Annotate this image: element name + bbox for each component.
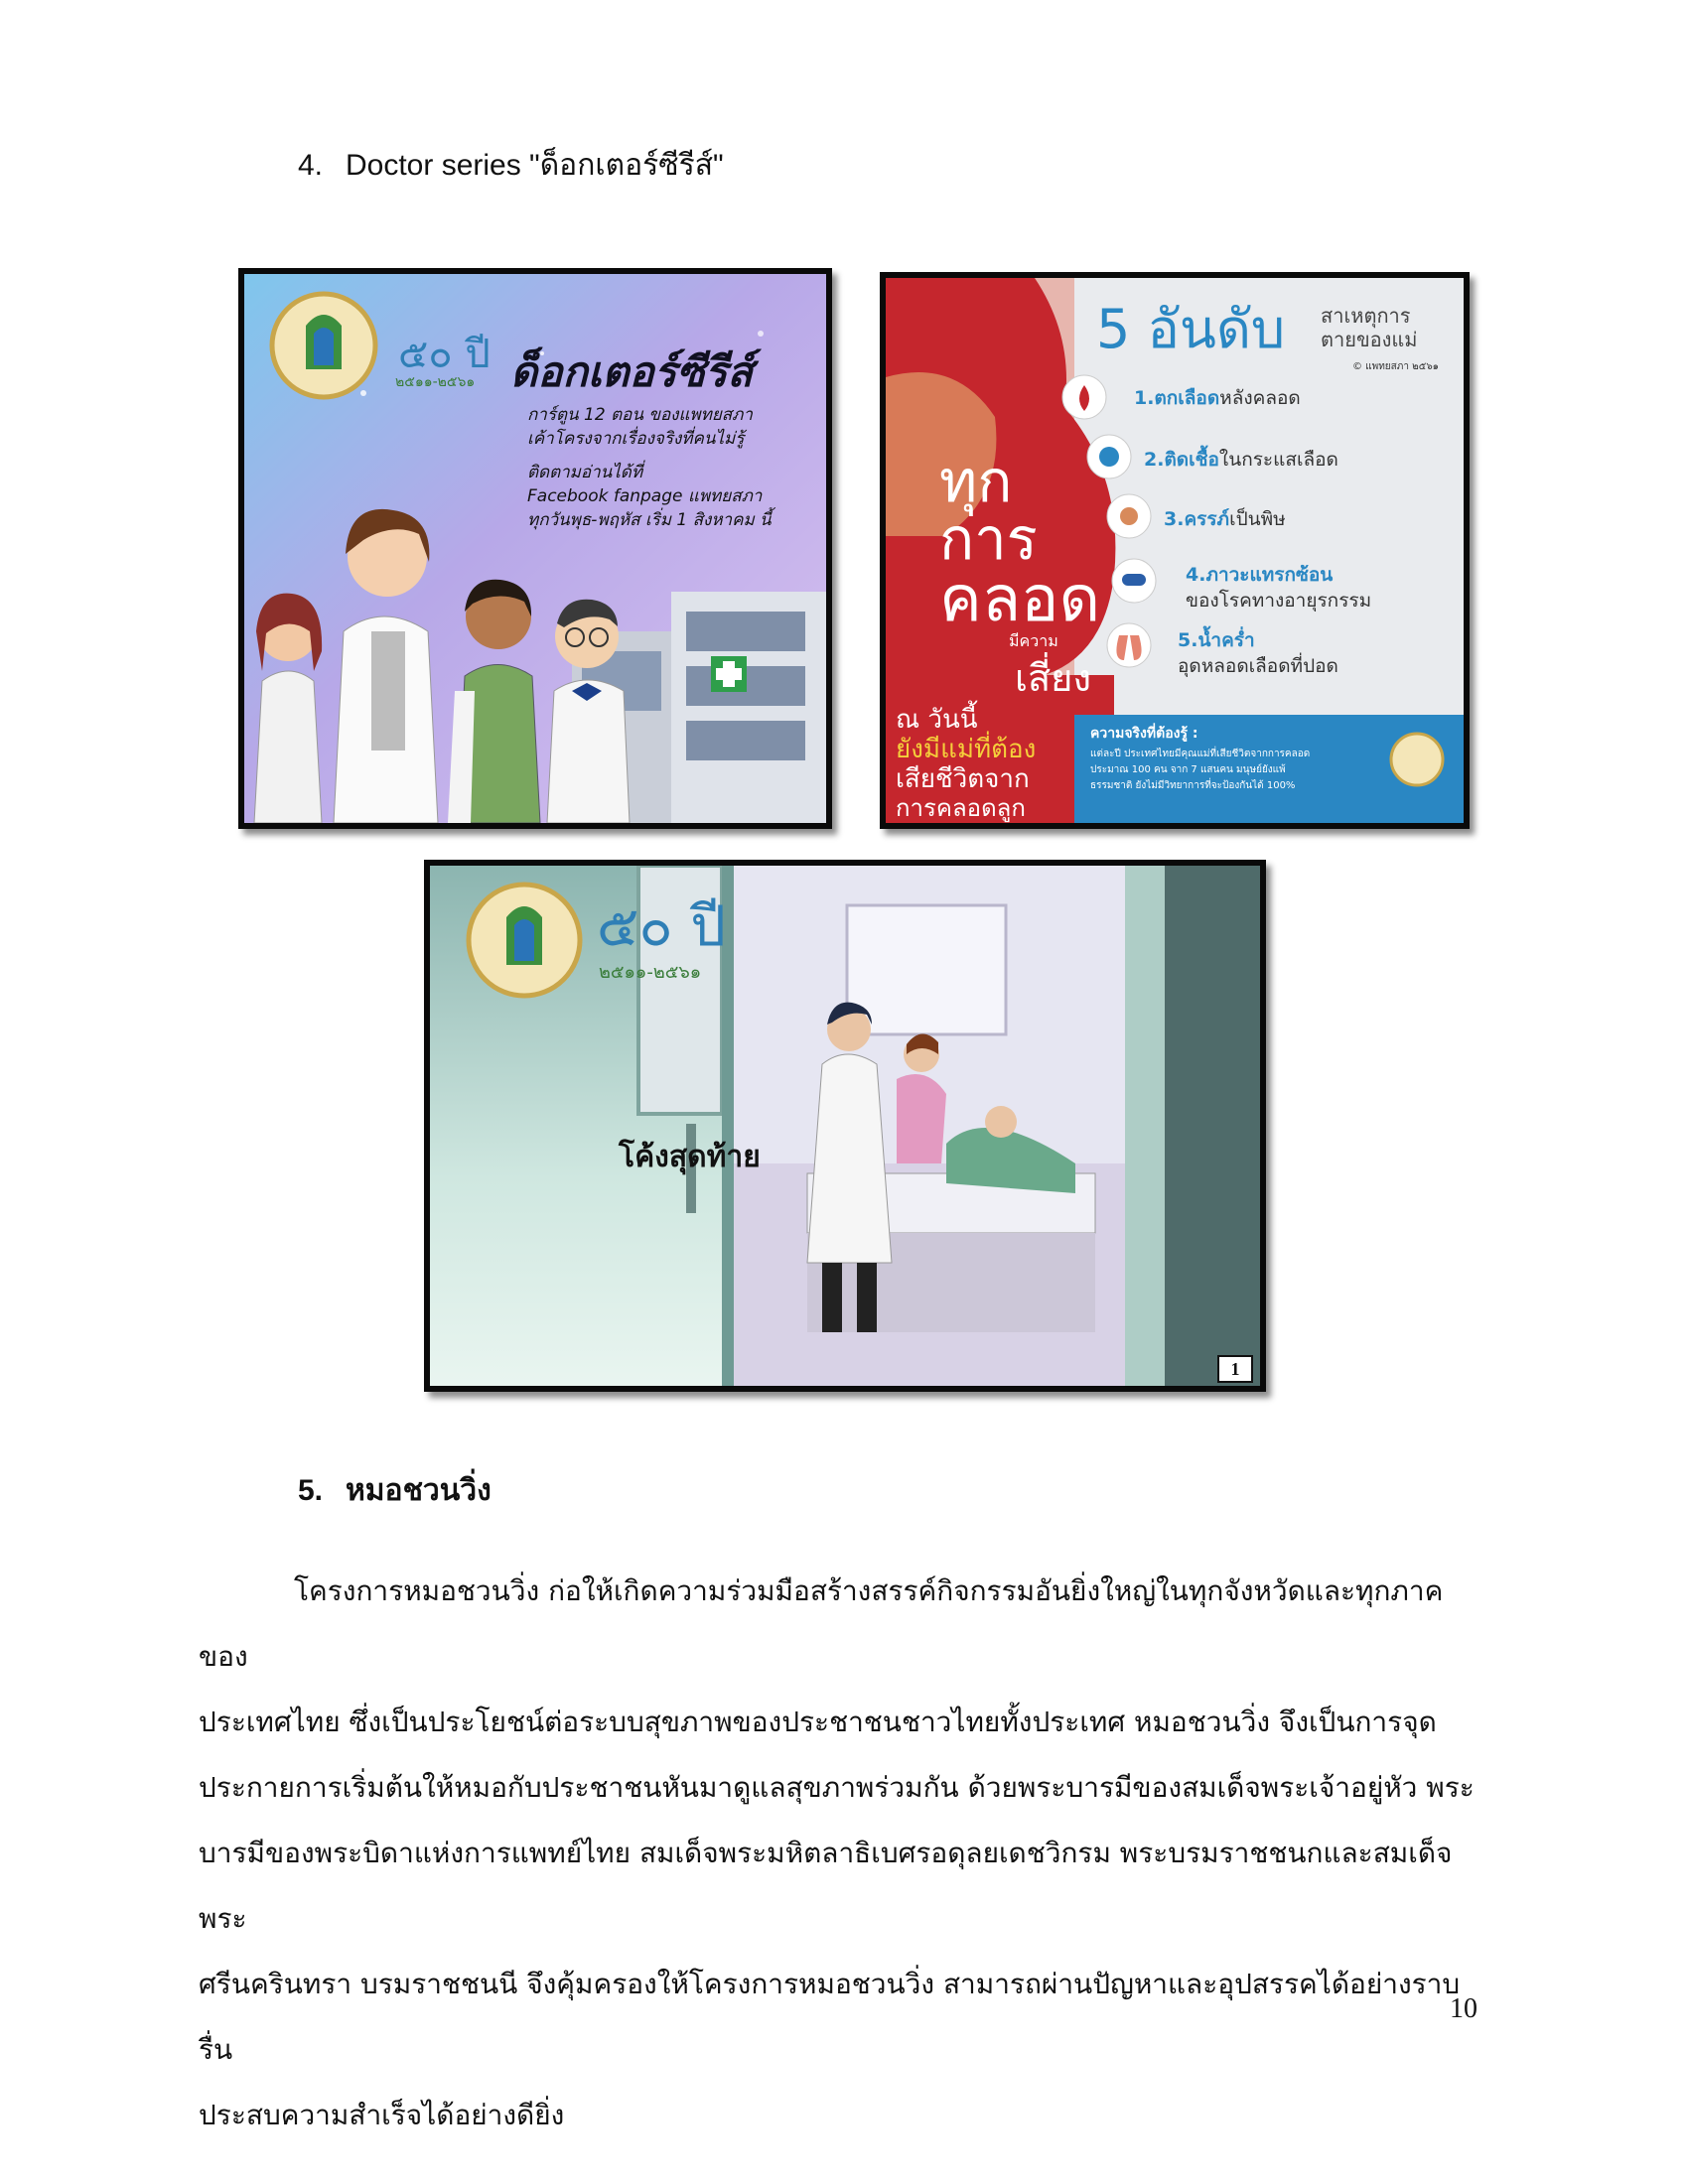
- cause-item-3: [1164, 504, 1286, 534]
- cause-item-2: [1144, 445, 1338, 475]
- poster1-line3: ติดตามอ่านได้ที่: [527, 463, 643, 482]
- cause-2-rest: ในกระแสเลือด: [1218, 449, 1338, 471]
- poster2-left5: เสี่ยง: [1015, 656, 1092, 700]
- page-number: 10: [1450, 1993, 1477, 2024]
- paragraph-line-3: ประกายการเริ่มต้นให้หมอกับประชาชนหันมาดูแลสุขภาพร่วมกัน ด้วยพระบารมีของสมเด็จพระเจ้าอยู่หัว พระ: [199, 1771, 1475, 1804]
- cause-4-rest: ของโรคทางอายุรกรรม: [1186, 590, 1372, 612]
- cause-1-bold: 1.ตกเลือด: [1134, 387, 1220, 409]
- poster2-left3: คลอด: [939, 563, 1101, 636]
- doctor-series-poster: [238, 268, 832, 829]
- poster2-bottom4: การคลอดลูก: [896, 794, 1026, 822]
- fact-line1: แต่ละปี ประเทศไทยมีคุณแม่ที่เสียชีวิตจากการคลอด: [1090, 749, 1311, 759]
- body-paragraph: [199, 1559, 1489, 2148]
- poster2-title-side2: ตายของแม่: [1321, 328, 1418, 351]
- cause-3-rest: เป็นพิษ: [1229, 508, 1286, 530]
- comic-panel-artwork: [430, 866, 1260, 1386]
- cause-2-bold: 2.ติดเชื้อ: [1144, 449, 1219, 471]
- section-5-number: 5.: [298, 1474, 324, 1507]
- poster1-line4: Facebook fanpage แพทยสภา: [527, 486, 763, 506]
- maternal-death-infographic: [880, 272, 1470, 829]
- poster1-anniversary: ๕๐ ปี: [398, 332, 491, 377]
- paragraph-line-4: บารมีของพระบิดาแห่งการแพทย์ไทย สมเด็จพระมหิตลาธิเบศรอดุลยเดชวิกรม พระบรมราชชนกและสมเด็จพระ: [199, 1837, 1453, 1935]
- poster2-bottom1: ณ วันนี้: [896, 705, 978, 735]
- poster2-big-title: 5 อันดับ: [1096, 298, 1286, 360]
- poster2-left2: การ: [939, 505, 1038, 573]
- cause-3-bold: 3.ครรภ์: [1164, 508, 1230, 530]
- cause-4-bold: 4.ภาวะแทรกซ้อน: [1186, 564, 1334, 586]
- poster2-title-side1: สาเหตุการ: [1321, 304, 1411, 328]
- fact-line3: ธรรมชาติ ยังไม่มีวิทยาการที่จะป้องกันได้ 100%: [1090, 780, 1296, 791]
- section-4-number: 4.: [298, 149, 324, 182]
- fact-title: ความจริงที่ต้องรู้ :: [1090, 726, 1198, 742]
- paragraph-line-1-text: โครงการหมอชวนวิ่ง ก่อให้เกิดความร่วมมือสร้างสรรค์กิจกรรมอันยิ่งใหญ่ในทุกจังหวัดและทุกภาคของ: [199, 1574, 1444, 1673]
- panel3-caption: โค้งสุดท้าย: [619, 1140, 761, 1174]
- cause-1-rest: หลังคลอด: [1219, 387, 1301, 409]
- poster2-credit: © แพทยสภา ๒๕๖๑: [1352, 361, 1440, 372]
- section-5-heading: [298, 1467, 492, 1514]
- fact-line2: ประมาณ 100 คน จาก 7 แสนคน มนุษย์ยังแพ้: [1090, 764, 1286, 775]
- poster2-left4: มีความ: [1009, 631, 1058, 650]
- panel-number: 1: [1230, 1359, 1240, 1379]
- poster1-years: ๒๕๑๑-๒๕๖๑: [395, 374, 476, 390]
- poster1-title: ด็อกเตอร์ซีรีส์: [510, 347, 754, 396]
- paragraph-line-1: [199, 1559, 1489, 1690]
- panel3-years: ๒๕๑๑-๒๕๖๑: [599, 962, 702, 983]
- cause-item-1: [1134, 383, 1301, 413]
- poster2-bottom2: ยังมีแม่ที่ต้อง: [896, 735, 1037, 764]
- paragraph-line-5: ศรีนครินทรา บรมราชชนนี จึงคุ้มครองให้โครงการหมอชวนวิ่ง สามารถผ่านปัญหาและอุปสรรคได้อย่างราบรื่น: [199, 1968, 1461, 2066]
- poster2-left1: ทุก: [939, 448, 1013, 515]
- poster2-bottom3: เสียชีวิตจาก: [896, 764, 1030, 794]
- paragraph-line-6: ประสบความสำเร็จได้อย่างดียิ่ง: [199, 2099, 565, 2131]
- paragraph-line-2: ประเทศไทย ซึ่งเป็นประโยชน์ต่อระบบสุขภาพของประชาชนชาวไทยทั้งประเทศ หมอชวนวิ่ง จึงเป็นการจุด: [199, 1706, 1437, 1738]
- section-4-heading: [298, 142, 724, 189]
- comic-panel-final-curve: [424, 860, 1266, 1392]
- section-4-title: Doctor series "ด็อกเตอร์ซีรีส์": [346, 149, 724, 182]
- poster1-line5: ทุกวันพุธ-พฤหัส เริ่ม 1 สิงหาคม นี้: [527, 510, 772, 530]
- section-5-title: หมอชวนวิ่ง: [346, 1474, 492, 1507]
- poster1-line2: เค้าโครงจากเรื่องจริงที่คนไม่รู้: [527, 429, 745, 449]
- panel3-anniversary: ๕๐ ปี: [597, 894, 726, 959]
- poster1-line1: การ์ตูน 12 ตอน ของแพทยสภา: [527, 405, 753, 425]
- cause-5-bold: 5.น้ำคร่ำ: [1178, 629, 1255, 651]
- cause-5-rest: อุดหลอดเลือดที่ปอด: [1178, 655, 1338, 677]
